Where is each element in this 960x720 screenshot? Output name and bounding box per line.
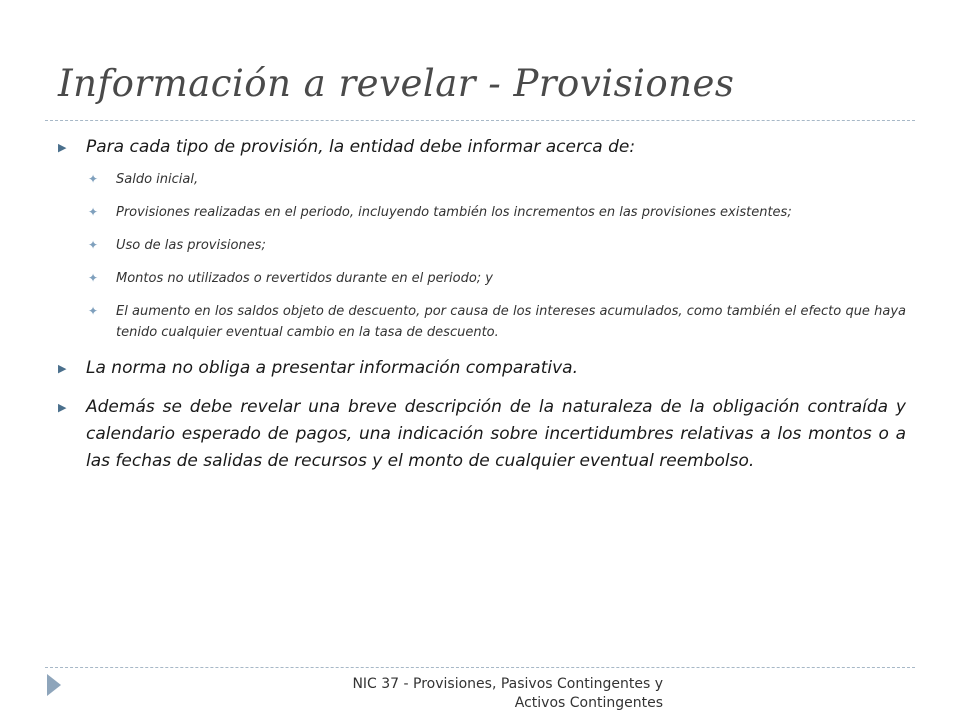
- triangle-right-icon: ▶: [58, 141, 67, 154]
- sub-item: [58, 202, 906, 223]
- sub-item: [58, 169, 906, 190]
- sub-item-text: El aumento en los saldos objeto de descuento, por causa de los intereses acumulados, como también el efecto que haya tenido cualquier eventual cambio en la tasa de descuento.: [116, 304, 906, 340]
- footer-line-2: Activos Contingentes: [514, 695, 663, 711]
- sub-item: [58, 235, 906, 256]
- sub-item-text: Uso de las provisiones;: [116, 238, 266, 253]
- four-point-star-icon: ✦: [88, 304, 99, 318]
- bullet-text: La norma no obliga a presentar información comparativa.: [86, 358, 578, 378]
- sub-item-text: Saldo inicial,: [116, 172, 199, 187]
- four-point-star-icon: ✦: [88, 172, 99, 186]
- four-point-star-icon: ✦: [88, 271, 99, 285]
- footer-arrow-icon: [47, 674, 61, 696]
- sub-item-text: Montos no utilizados o revertidos durante en el periodo; y: [116, 271, 493, 286]
- footer-text: [352, 675, 663, 713]
- bullet-item: [58, 394, 906, 475]
- bullet-item: [58, 134, 906, 161]
- sub-item: [58, 301, 906, 343]
- footer-line-1: NIC 37 - Provisiones, Pasivos Contingentes y: [352, 676, 663, 692]
- sub-item: [58, 268, 906, 289]
- bullet-text: Para cada tipo de provisión, la entidad debe informar acerca de:: [86, 137, 636, 157]
- four-point-star-icon: ✦: [88, 238, 99, 252]
- footer-divider: [45, 667, 915, 668]
- bullet-item: [58, 355, 906, 382]
- slide-title: Información a revelar - Provisiones: [58, 62, 735, 105]
- title-divider: [45, 120, 915, 121]
- triangle-right-icon: ▶: [58, 362, 67, 375]
- sub-item-text: Provisiones realizadas en el periodo, incluyendo también los incrementos en las provisiones existentes;: [116, 205, 792, 220]
- bullet-text: Además se debe revelar una breve descripción de la naturaleza de la obligación contraída y calendario esperado de pagos, una indicación sobre incertidumbres relativas a los montos o a las fechas de salidas de recursos y el monto de cualquier eventual reembolso.: [86, 397, 906, 471]
- four-point-star-icon: ✦: [88, 205, 99, 219]
- triangle-right-icon: ▶: [58, 401, 67, 414]
- slide-content: [58, 134, 906, 475]
